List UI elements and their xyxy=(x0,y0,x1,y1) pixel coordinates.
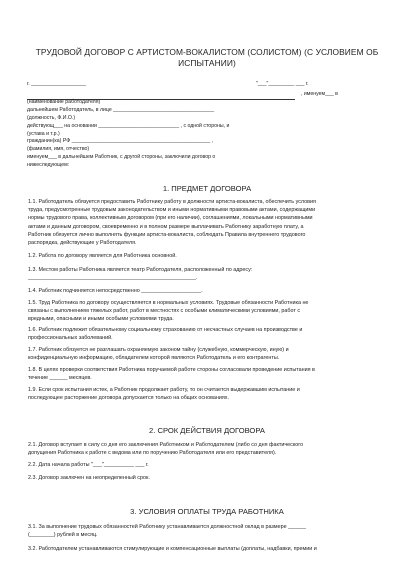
title-line-1: ТРУДОВОЙ ДОГОВОР С АРТИСТОМ-ВОКАЛИСТОМ (СОЛИСТОМ) (С УСЛОВИЕМ ОБ xyxy=(35,47,379,57)
paragraph-line: (________) рублей в месяц. xyxy=(28,532,98,539)
paragraph-3-1 xyxy=(28,523,388,539)
paragraph-1-9 xyxy=(28,386,388,402)
employer-represented-by: дальнейшем Работодатель, в лице ___________________________________ xyxy=(27,107,215,113)
following-text: нижеследующем: xyxy=(27,162,70,168)
charter-caption: (устава и т.р.) xyxy=(27,131,60,137)
citizen-line: гражданин(ка) РФ ________________________________________________ , xyxy=(27,138,213,144)
paragraph-line: Работник обязуется лично выполнять функции артиста-вокалиста, соблюдать Правила внутреннего трудового xyxy=(28,231,306,238)
paragraph-line: распорядка, действующие у Работодателя. xyxy=(28,240,137,247)
employer-suffix: , именуем___ в xyxy=(301,91,338,97)
paragraph-line: ________________________________________________________. xyxy=(28,275,198,282)
paragraph-line: 1.7. Работник обязуется не разглашать охраняемую законом тайну (служебную, коммерческую, иную) и xyxy=(28,347,289,353)
employee-named: именуем___ в дальнейшем Работник, с другой стороны, заключили договор о xyxy=(27,154,216,160)
paragraph-line: 2.2. Дата начала работы "___"__________ ___ г. xyxy=(28,462,149,468)
paragraph-line: нормы трудового права, коллективным договором (при его наличии), соглашениями, локальными нормативными xyxy=(28,215,313,222)
paragraph-line: 1.4. Работник подчиняется непосредственно ____________________. xyxy=(28,288,203,294)
paragraph-line: 1.9. Если срок испытания истек, а Работник продолжает работу, то он считается выдержавшим испытание и xyxy=(28,387,300,393)
paragraph-line: конфиденциальную информацию, обладателем которой являются Работодатель и его контрагенты. xyxy=(28,355,280,362)
paragraph-line: связаны с выполнением тяжелых работ, работ в местностях с особыми климатическими условиями, работ с xyxy=(28,308,301,315)
document-title xyxy=(30,47,384,69)
paragraph-1-2 xyxy=(28,252,388,260)
paragraph-line: 1.5. Труд Работника по договору осуществляется в нормальных условиях. Трудовые обязанности Работника не xyxy=(28,300,309,306)
paragraph-1-6 xyxy=(28,326,388,342)
position-caption: (должность, Ф.И.О.) xyxy=(27,115,76,121)
paragraph-line: профессиональных заболеваний. xyxy=(28,335,113,342)
paragraph-2-3 xyxy=(28,474,388,482)
paragraph-3-2 xyxy=(28,545,388,553)
title-line-2: ИСПЫТАНИИ) xyxy=(178,58,236,68)
date-field: "___"_________ ___ г. xyxy=(256,81,309,87)
paragraph-line: 1.2. Работа по договору является для Работника основной. xyxy=(28,253,177,259)
paragraph-line: 3.1. За выполнение трудовых обязанностей Работнику устанавливается должностной оклад в размере ______ xyxy=(28,524,307,530)
paragraph-1-7 xyxy=(28,346,388,362)
section-2-heading: 2. СРОК ДЕЙСТВИЯ ДОГОВОРА xyxy=(149,426,265,435)
paragraph-line: 1.8. В целях проверки соответствия Работника поручаемой работе стороны согласовали проведение испытания в xyxy=(28,367,315,373)
acting-basis: действующ___ на основании ____________________________ , с одной стороны, и xyxy=(27,123,230,129)
paragraph-line: 1.1. Работодатель обязуется предоставить Работнику работу в должности артиста-вокалиста, обеспечить условия xyxy=(28,199,316,205)
paragraph-line: труда, предусмотренные трудовым законодательством и иными нормативными правовыми актами, содержащими xyxy=(28,207,316,214)
paragraph-line: 2.3. Договор заключен на неопределенный срок. xyxy=(28,475,150,481)
paragraph-line: течение ______ месяцев. xyxy=(28,375,92,382)
paragraph-line: 1.3. Местом работы Работника является театр Работодателя, расположенный по адресу: xyxy=(28,267,253,273)
paragraph-line: 1.6. Работник подлежит обязательному социальному страхованию от несчастных случаев на производстве и xyxy=(28,327,303,333)
paragraph-2-2 xyxy=(28,461,388,469)
paragraph-line: вредными, опасными и иными особыми условиями труда. xyxy=(28,316,174,323)
paragraph-1-1 xyxy=(28,198,388,247)
paragraph-line: допущения Работника к работе с ведома или по поручению Работодателя или его представителя). xyxy=(28,450,277,457)
paragraph-1-4 xyxy=(28,287,388,295)
city-field: г. ___________________ xyxy=(27,81,86,87)
paragraph-2-1 xyxy=(28,441,388,457)
paragraph-line: последующее расторжение договора допускается только на общих основаниях. xyxy=(28,395,229,402)
paragraph-line: 3.2. Работодателем устанавливаются стимулирующие и компенсационные выплаты (доплаты, надбавки, премии и xyxy=(28,546,317,552)
paragraph-line: 2.1. Договор вступает в силу со дня его заключения Работником и Работодателем (либо со дня фактического xyxy=(28,442,304,448)
paragraph-1-5 xyxy=(28,299,388,324)
section-1-heading: 1. ПРЕДМЕТ ДОГОВОРА xyxy=(162,184,252,193)
paragraph-line: актами и данным договором, своевременно и в полном размере выплачивать Работнику заработную плату, а xyxy=(28,223,304,230)
paragraph-1-3 xyxy=(28,266,388,282)
section-3-heading: 3. УСЛОВИЯ ОПЛАТЫ ТРУДА РАБОТНИКА xyxy=(130,507,284,516)
fio-caption: (фамилия, имя, отчество) xyxy=(27,146,90,152)
employer-caption: (наименование работодателя) xyxy=(27,99,101,105)
paragraph-1-8 xyxy=(28,366,388,382)
